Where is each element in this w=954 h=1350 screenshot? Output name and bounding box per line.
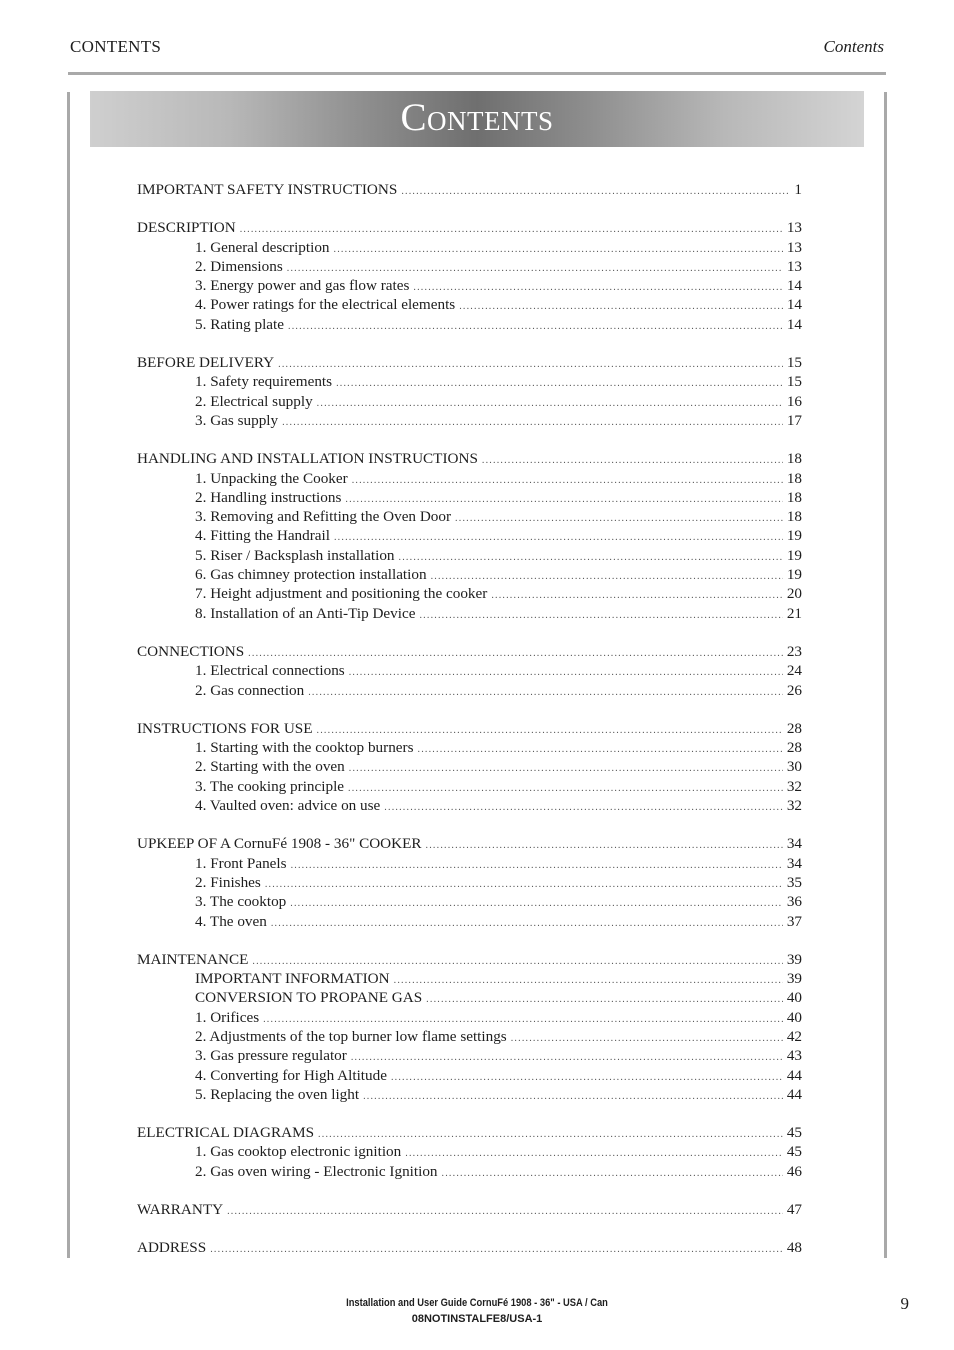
toc-section xyxy=(137,449,802,623)
dot-leader xyxy=(308,683,783,702)
toc-page-number: 16 xyxy=(786,392,802,410)
dot-leader xyxy=(282,413,783,432)
toc-page-number: 32 xyxy=(786,777,802,795)
toc-subentry[interactable] xyxy=(137,738,802,757)
toc-page-number: 21 xyxy=(786,604,802,622)
dot-leader xyxy=(349,663,783,682)
toc-page-number: 14 xyxy=(786,277,802,295)
toc-entry-title: UPKEEP OF A CornuFé 1908 - 36" COOKER xyxy=(137,835,422,853)
toc-page-number: 15 xyxy=(786,354,802,372)
dot-leader xyxy=(334,528,783,547)
toc-page-number: 13 xyxy=(786,219,802,237)
toc-page-number: 28 xyxy=(786,719,802,737)
dot-leader xyxy=(399,548,783,567)
toc-page-number: 46 xyxy=(786,1162,802,1180)
toc-entry-title: 5. Rating plate xyxy=(195,315,284,333)
dot-leader xyxy=(271,914,783,933)
dot-leader xyxy=(401,182,790,201)
toc-page-number: 39 xyxy=(786,950,802,968)
dot-leader xyxy=(426,836,783,855)
toc-entry-title: 1. Safety requirements xyxy=(195,373,333,391)
toc-section xyxy=(137,180,802,199)
toc-entry-title: 6. Gas chimney protection installation xyxy=(195,566,427,584)
toc-subentry[interactable] xyxy=(137,969,802,988)
toc-subentry[interactable] xyxy=(137,1142,802,1161)
toc-entry[interactable] xyxy=(137,950,802,969)
toc-entry-title: 3. Energy power and gas flow rates xyxy=(195,277,410,295)
toc-subentry[interactable] xyxy=(137,238,802,257)
toc-entry[interactable] xyxy=(137,1200,802,1219)
toc-subentry[interactable] xyxy=(137,854,802,873)
toc-subentry[interactable] xyxy=(137,546,802,565)
dot-leader xyxy=(459,297,783,316)
dot-leader xyxy=(336,374,783,393)
toc-entry-title: 2. Finishes xyxy=(195,873,261,891)
toc-entry-title: 1. Orifices xyxy=(195,1008,260,1026)
toc-page-number: 23 xyxy=(786,642,802,660)
toc-entry[interactable] xyxy=(137,642,802,661)
toc-subentry[interactable] xyxy=(137,584,802,603)
toc-entry[interactable] xyxy=(137,353,802,372)
toc-entry-title: MAINTENANCE xyxy=(137,950,249,968)
toc-page-number: 19 xyxy=(786,566,802,584)
toc-entry[interactable] xyxy=(137,1238,802,1257)
toc-subentry[interactable] xyxy=(137,392,802,411)
toc-page-number: 47 xyxy=(786,1201,802,1219)
page-number: 9 xyxy=(900,1294,909,1313)
dot-leader xyxy=(455,509,783,528)
toc-section xyxy=(137,1200,802,1219)
dot-leader xyxy=(334,240,783,259)
toc-section xyxy=(137,834,802,930)
toc-entry-title: 3. Removing and Refitting the Oven Door xyxy=(195,508,452,526)
toc-page-number: 40 xyxy=(786,989,802,1007)
toc-page-number: 14 xyxy=(786,315,802,333)
dot-leader xyxy=(210,1240,783,1259)
toc-subentry[interactable] xyxy=(137,873,802,892)
toc-page-number: 34 xyxy=(786,854,802,872)
toc-subentry[interactable] xyxy=(137,661,802,680)
dot-leader xyxy=(511,1029,783,1048)
dot-leader xyxy=(291,856,783,875)
toc-page-number: 36 xyxy=(786,893,802,911)
toc-entry-title: CONVERSION TO PROPANE GAS xyxy=(195,989,423,1007)
dot-leader xyxy=(405,1144,783,1163)
toc-entry-title: 1. General description xyxy=(195,238,330,256)
toc-subentry[interactable] xyxy=(137,469,802,488)
toc-entry-title: ELECTRICAL DIAGRAMS xyxy=(137,1124,315,1142)
toc-entry-title: 2. Dimensions xyxy=(195,257,283,275)
toc-entry-title: BEFORE DELIVERY xyxy=(137,354,275,372)
toc-subentry[interactable] xyxy=(137,257,802,276)
toc-entry-title: 2. Starting with the oven xyxy=(195,758,345,776)
toc-section xyxy=(137,353,802,430)
toc-entry[interactable] xyxy=(137,449,802,468)
toc-entry-title: 3. The cooking principle xyxy=(195,777,345,795)
toc-subentry[interactable] xyxy=(137,1027,802,1046)
toc-entry-title: 5. Riser / Backsplash installation xyxy=(195,546,395,564)
toc-page-number: 13 xyxy=(786,257,802,275)
toc-subentry[interactable] xyxy=(137,411,802,430)
toc-entry-title: 3. Gas supply xyxy=(195,411,279,429)
right-frame-line xyxy=(884,92,887,1258)
dot-leader xyxy=(348,779,783,798)
toc-page-number: 18 xyxy=(786,488,802,506)
dot-leader xyxy=(482,451,783,470)
toc-page-number: 18 xyxy=(786,469,802,487)
footer-title: Installation and User Guide CornuFé 1908 - 36" - USA / Can xyxy=(346,1297,608,1309)
toc-subentry[interactable] xyxy=(137,1008,802,1027)
toc-entry-title: 3. The cooktop xyxy=(195,893,287,911)
dot-leader xyxy=(426,990,783,1009)
footer-document-code: 08NOTINSTALFE8/USA-1 xyxy=(411,1313,543,1325)
toc-page-number: 44 xyxy=(786,1085,802,1103)
toc-page-number: 45 xyxy=(786,1143,802,1161)
toc-entry-title: 2. Handling instructions xyxy=(195,488,342,506)
toc-entry[interactable] xyxy=(137,834,802,853)
toc-entry-title: 3. Gas pressure regulator xyxy=(195,1047,347,1065)
toc-entry-title: 4. Converting for High Altitude xyxy=(195,1066,387,1084)
dot-leader xyxy=(278,355,783,374)
toc-page-number: 37 xyxy=(786,912,802,930)
table-of-contents xyxy=(137,180,802,1277)
toc-page-number: 48 xyxy=(786,1239,802,1257)
toc-section xyxy=(137,719,802,815)
toc-page-number: 28 xyxy=(786,739,802,757)
toc-subentry[interactable] xyxy=(137,295,802,314)
toc-page-number: 19 xyxy=(786,546,802,564)
toc-subentry[interactable] xyxy=(137,988,802,1007)
toc-subentry[interactable] xyxy=(137,507,802,526)
toc-subentry[interactable] xyxy=(137,796,802,815)
toc-subentry[interactable] xyxy=(137,315,802,334)
toc-entry-title: 1. Electrical connections xyxy=(195,662,345,680)
toc-entry-title: IMPORTANT INFORMATION xyxy=(195,970,390,988)
toc-entry-title: 1. Gas cooktop electronic ignition xyxy=(195,1143,402,1161)
toc-entry[interactable] xyxy=(137,1123,802,1142)
toc-page-number: 13 xyxy=(786,238,802,256)
dot-leader xyxy=(290,894,783,913)
toc-page-number: 18 xyxy=(786,450,802,468)
toc-page-number: 42 xyxy=(786,1027,802,1045)
toc-entry[interactable] xyxy=(137,218,802,237)
toc-page-number: 26 xyxy=(786,681,802,699)
dot-leader xyxy=(391,1068,783,1087)
toc-section xyxy=(137,218,802,334)
toc-entry-title: 1. Starting with the cooktop burners xyxy=(195,739,414,757)
dot-leader xyxy=(394,971,783,990)
toc-entry-title: 1. Unpacking the Cooker xyxy=(195,469,348,487)
running-header-right: Contents xyxy=(823,37,884,56)
header-rule xyxy=(68,72,886,75)
toc-page-number: 17 xyxy=(786,411,802,429)
toc-entry-title: 4. Fitting the Handrail xyxy=(195,527,330,545)
toc-page-number: 34 xyxy=(786,835,802,853)
toc-subentry[interactable] xyxy=(137,1162,802,1181)
running-header-left: CONTENTS xyxy=(70,37,162,56)
toc-subentry[interactable] xyxy=(137,488,802,507)
toc-subentry[interactable] xyxy=(137,892,802,911)
dot-leader xyxy=(352,471,783,490)
dot-leader xyxy=(363,1087,783,1106)
toc-subentry[interactable] xyxy=(137,757,802,776)
toc-entry-title: 4. The oven xyxy=(195,912,267,930)
toc-page-number: 45 xyxy=(786,1124,802,1142)
toc-section xyxy=(137,642,802,700)
toc-entry-title: 2. Adjustments of the top burner low flame settings xyxy=(195,1027,507,1045)
toc-page-number: 44 xyxy=(786,1066,802,1084)
page-title: Contents xyxy=(400,96,554,139)
dot-leader xyxy=(419,606,782,625)
toc-page-number: 18 xyxy=(786,508,802,526)
toc-entry-title: 7. Height adjustment and positioning the cooker xyxy=(195,585,488,603)
toc-entry-title: 2. Electrical supply xyxy=(195,392,313,410)
toc-subentry[interactable] xyxy=(137,276,802,295)
dot-leader xyxy=(384,798,783,817)
toc-entry[interactable] xyxy=(137,719,802,738)
toc-section xyxy=(137,1123,802,1181)
dot-leader xyxy=(491,586,783,605)
toc-page-number: 35 xyxy=(786,873,802,891)
toc-page-number: 15 xyxy=(786,373,802,391)
toc-entry-title: 8. Installation of an Anti-Tip Device xyxy=(195,604,416,622)
dot-leader xyxy=(418,740,783,759)
toc-subentry[interactable] xyxy=(137,604,802,623)
dot-leader xyxy=(413,278,782,297)
toc-page-number: 19 xyxy=(786,527,802,545)
toc-entry-title: HANDLING AND INSTALLATION INSTRUCTIONS xyxy=(137,450,478,468)
toc-page-number: 20 xyxy=(786,585,802,603)
toc-entry-title: WARRANTY xyxy=(137,1201,224,1219)
toc-subentry[interactable] xyxy=(137,526,802,545)
toc-page-number: 39 xyxy=(786,970,802,988)
toc-entry-title: 4. Power ratings for the electrical elements xyxy=(195,296,456,314)
toc-entry-title: CONNECTIONS xyxy=(137,642,245,660)
toc-subentry[interactable] xyxy=(137,1085,802,1104)
toc-entry-title: INSTRUCTIONS FOR USE xyxy=(137,719,313,737)
left-frame-line xyxy=(67,92,70,1258)
toc-page-number: 32 xyxy=(786,797,802,815)
toc-subentry[interactable] xyxy=(137,1066,802,1085)
toc-page-number: 40 xyxy=(786,1008,802,1026)
toc-subentry[interactable] xyxy=(137,565,802,584)
toc-subentry[interactable] xyxy=(137,372,802,391)
toc-section xyxy=(137,950,802,1104)
toc-page-number: 30 xyxy=(786,758,802,776)
dot-leader xyxy=(227,1202,783,1221)
toc-entry-title: 5. Replacing the oven light xyxy=(195,1085,360,1103)
toc-page-number: 1 xyxy=(794,181,802,198)
toc-section xyxy=(137,1238,802,1257)
toc-entry-title: ADDRESS xyxy=(137,1239,207,1257)
dot-leader xyxy=(351,1048,783,1067)
toc-entry-title: 2. Gas connection xyxy=(195,681,305,699)
toc-page-number: 24 xyxy=(786,662,802,680)
toc-entry-title: 4. Vaulted oven: advice on use xyxy=(195,797,381,815)
toc-subentry[interactable] xyxy=(137,681,802,700)
toc-page-number: 43 xyxy=(786,1047,802,1065)
dot-leader xyxy=(317,394,783,413)
dot-leader xyxy=(265,875,783,894)
title-banner xyxy=(90,91,864,147)
toc-subentry[interactable] xyxy=(137,1046,802,1065)
toc-entry[interactable] xyxy=(137,180,802,199)
dot-leader xyxy=(349,759,783,778)
toc-entry-title: 2. Gas oven wiring - Electronic Ignition xyxy=(195,1162,438,1180)
toc-entry-title: 1. Front Panels xyxy=(195,854,287,872)
toc-entry-title: DESCRIPTION xyxy=(137,219,236,237)
toc-subentry[interactable] xyxy=(137,912,802,931)
toc-entry-title: IMPORTANT SAFETY INSTRUCTIONS xyxy=(137,181,398,198)
toc-page-number: 14 xyxy=(786,296,802,314)
dot-leader xyxy=(442,1164,783,1183)
dot-leader xyxy=(288,317,783,336)
toc-subentry[interactable] xyxy=(137,777,802,796)
